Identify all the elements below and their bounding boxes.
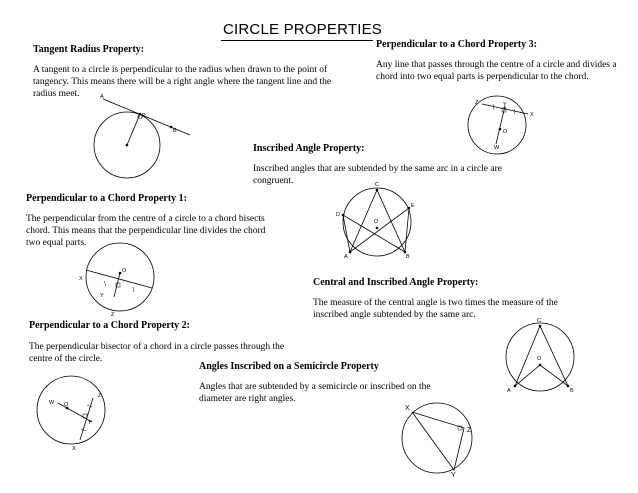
perp2-label-x: X: [72, 446, 76, 452]
semicircle-triangle: [412, 412, 464, 470]
perp1-text-line: two equal parts.: [26, 238, 87, 248]
semicircle-label-y: Y: [451, 472, 456, 479]
inscribed-label-o: O: [374, 219, 379, 225]
perp1-label-x: X: [79, 276, 83, 282]
perp2-label-y: Y: [88, 420, 92, 426]
perp3-label-x: X: [530, 112, 534, 118]
central-label-o: O: [537, 356, 542, 362]
perp2-text-line: The perpendicular bisector of a chord in a circle passes through the: [29, 342, 285, 352]
perp3-label-w: W: [494, 145, 500, 151]
inscribed-label-c: C: [375, 182, 379, 188]
semicircle-text-line: Angles that are subtended by a semicircle or inscribed on the: [199, 382, 431, 392]
perp2-label-z: Z: [98, 393, 102, 399]
perp2-text-line: centre of the circle.: [29, 354, 103, 364]
semicircle-text-line: diameter are right angles.: [199, 394, 296, 404]
perp2-heading: Perpendicular to a Chord Property 2:: [29, 320, 191, 331]
perp1-text-line: chord. This means that the perpendicular line divides the chord: [26, 226, 266, 236]
central-label-b: B: [570, 388, 574, 394]
perp1-label-y: Y: [100, 293, 104, 299]
tangent-label-b: B: [173, 128, 177, 134]
tangent-text-line: A tangent to a circle is perpendicular to the radius when drawn to the point of: [33, 65, 328, 75]
perp3-text-line: Any line that passes through the centre of a circle and divides a: [376, 60, 617, 70]
central-heading: Central and Inscribed Angle Property:: [313, 277, 479, 288]
perp1-label-o: O: [122, 268, 127, 274]
inscribed-text-line: Inscribed angles that are subtended by the same arc in a circle are: [253, 164, 502, 174]
perp3-label-z: Z: [475, 100, 479, 106]
tangent-text-line: radius meet.: [33, 89, 80, 99]
perp2-label-w: W: [49, 400, 55, 406]
tangent-heading: Tangent Radius Property:: [33, 44, 145, 55]
perp3-label-o: O: [503, 129, 508, 135]
central-text-line: inscribed angle subtended by the same arc.: [313, 310, 476, 320]
semicircle-label-z: Z: [467, 427, 472, 434]
perp2-label-o: O: [64, 402, 69, 408]
central-label-c: C: [537, 318, 541, 324]
tangent-label-a: A: [100, 94, 104, 100]
inscribed-label-d: D: [336, 212, 340, 218]
inscribed-label-e: E: [411, 203, 415, 209]
semicircle-label-x: X: [405, 405, 410, 412]
perp3-heading: Perpendicular to a Chord Property 3:: [376, 39, 538, 50]
page-title: CIRCLE PROPERTIES: [223, 21, 382, 38]
perp3-label-y: Y: [503, 102, 507, 108]
perp1-heading: Perpendicular to a Chord Property 1:: [26, 193, 188, 204]
inscribed-text-line: congruent.: [253, 176, 294, 186]
inscribed-heading: Inscribed Angle Property:: [253, 143, 365, 154]
tangent-text-line: tangency. This means there will be a right angle where the tangent line and the: [33, 77, 332, 87]
central-label-a: A: [507, 388, 511, 394]
central-text-line: The measure of the central angle is two times the measure of the: [313, 298, 558, 308]
perp3-text-line: chord into two equal parts is perpendicular to the chord.: [376, 72, 589, 82]
perp1-label-z: Z: [111, 312, 115, 318]
tangent-label-p: P: [142, 113, 146, 119]
semicircle-heading: Angles Inscribed on a Semicircle Property: [199, 361, 379, 372]
inscribed-label-a: A: [344, 254, 348, 260]
inscribed-label-b: B: [406, 254, 410, 260]
perp1-text-line: The perpendicular from the centre of a circle to a chord bisects: [26, 214, 265, 224]
